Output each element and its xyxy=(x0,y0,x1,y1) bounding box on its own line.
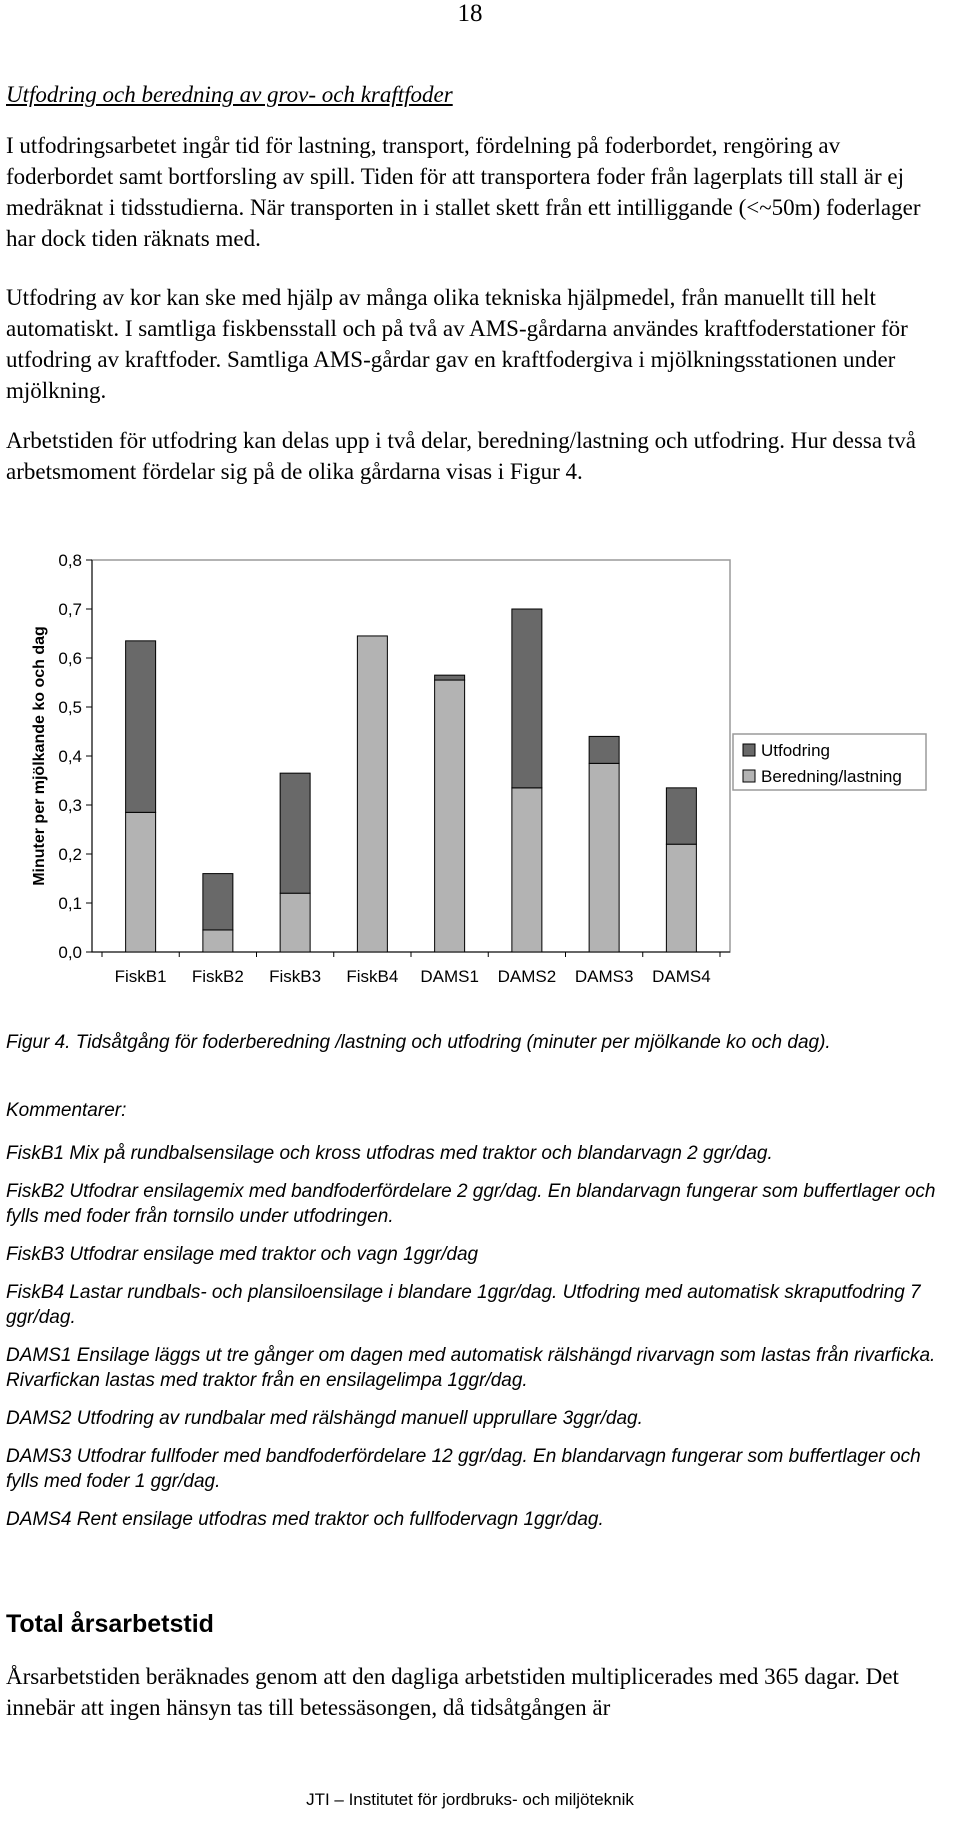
paragraph-feeding-tech: Utfodring av kor kan ske med hjälp av många olika tekniska hjälpmedel, från manuellt till helt automatiskt. I samtliga fiskbensstall och på två av AMS-gårdarna användes kraftfoderstationer för utfodring av kraftfoder. Samtliga AMS-gårdar gav en kraftfodergiva i mjölkningsstationen under mjölkning. xyxy=(6,285,908,403)
stacked-bar-chart xyxy=(0,540,960,1010)
paragraph-total: Årsarbetstiden beräknades genom att den dagliga arbetstiden multiplicerades med 365 dagar. Det innebär att ingen hänsyn tas till betessäsongen, då tidsåtgången är xyxy=(6,1664,899,1720)
comment-fiskb2: FiskB2 Utfodrar ensilagemix med bandfoderfördelare 2 ggr/dag. En blandarvagn fungerar som buffertlager och fylls med foder från tornsilo under utfodringen. xyxy=(6,1181,936,1227)
legend-label-utfodring: Utfodring xyxy=(761,741,830,760)
bar-beredning-fiskb1 xyxy=(126,812,156,952)
paragraph-work-split: Arbetstiden för utfodring kan delas upp i två delar, beredning/lastning och utfodring. Hur dessa två arbetsmoment fördelar sig på de olika gårdarna visas i Figur 4. xyxy=(6,428,916,484)
bar-utfodring-fiskb3 xyxy=(280,773,310,893)
x-tick-label: FiskB1 xyxy=(114,967,167,986)
bar-utfodring-dams1 xyxy=(435,675,465,680)
comment-dams1: DAMS1 Ensilage läggs ut tre gånger om dagen med automatisk rälshängd rivarvagn som lastas från rivarficka. Rivarfickan lastas med traktor från en ensilagelimpa 1ggr/dag. xyxy=(6,1345,936,1391)
bar-utfodring-dams4 xyxy=(666,788,696,844)
comments-section xyxy=(6,1098,946,1545)
x-tick-label: DAMS1 xyxy=(420,967,479,986)
paragraph-intro: I utfodringsarbetet ingår tid för lastning, transport, fördelning på foderbordet, rengöring av foderbordet samt bortforsling av spill. Tiden för att transportera foder från lagerplats till stall är ej medräknat i tidsstudierna. När transporten in i stallet skett från ett intilliggande (<~50m) foderlager har dock tiden räknats med. xyxy=(6,133,921,251)
bar-beredning-dams1 xyxy=(435,680,465,952)
bar-beredning-dams4 xyxy=(666,844,696,952)
bar-utfodring-dams3 xyxy=(589,736,619,763)
plot-area xyxy=(92,560,730,952)
bar-beredning-dams3 xyxy=(589,763,619,952)
x-tick-label: DAMS4 xyxy=(652,967,711,986)
comment-fiskb4: FiskB4 Lastar rundbals- och plansiloensilage i blandare 1ggr/dag. Utfodring med automatisk skraputfodring 7 ggr/dag. xyxy=(6,1282,921,1328)
y-axis-title: Minuter per mjölkande ko och dag xyxy=(31,626,48,886)
comment-fiskb3: FiskB3 Utfodrar ensilage med traktor och vagn 1ggr/dag xyxy=(6,1244,479,1265)
bar-utfodring-dams2 xyxy=(512,609,542,788)
page-number: 18 xyxy=(457,0,483,27)
y-tick-label: 0,0 xyxy=(58,943,82,962)
bar-beredning-dams2 xyxy=(512,788,542,952)
y-tick-label: 0,4 xyxy=(58,747,82,766)
bar-beredning-fiskb2 xyxy=(203,930,233,952)
y-tick-label: 0,7 xyxy=(58,600,82,619)
y-tick-label: 0,8 xyxy=(58,551,82,570)
x-tick-label: FiskB4 xyxy=(346,967,399,986)
comment-dams4: DAMS4 Rent ensilage utfodras med traktor och fullfodervagn 1ggr/dag. xyxy=(6,1509,604,1530)
x-tick-label: FiskB2 xyxy=(191,967,244,986)
bar-utfodring-fiskb2 xyxy=(203,874,233,930)
y-tick-label: 0,5 xyxy=(58,698,82,717)
comments-label: Kommentarer: xyxy=(6,1100,127,1121)
x-tick-label: FiskB3 xyxy=(269,967,322,986)
section-heading: Utfodring och beredning av grov- och kraftfoder xyxy=(6,82,453,107)
comment-dams3: DAMS3 Utfodrar fullfoder med bandfoderfördelare 12 ggr/dag. En blandarvagn fungerar som buffertlager och fylls med foder 1 ggr/dag. xyxy=(6,1446,921,1492)
y-tick-label: 0,2 xyxy=(58,845,82,864)
page-footer: JTI – Institutet för jordbruks- och miljöteknik xyxy=(306,1790,634,1809)
legend-swatch-utfodring xyxy=(743,744,755,756)
legend-label-beredning: Beredning/lastning xyxy=(761,767,902,786)
total-heading: Total årsarbetstid xyxy=(6,1610,214,1638)
y-tick-label: 0,6 xyxy=(58,649,82,668)
comment-dams2: DAMS2 Utfodring av rundbalar med rälshängd manuell upprullare 3ggr/dag. xyxy=(6,1408,643,1429)
legend-swatch-beredning xyxy=(743,770,755,782)
x-tick-label: DAMS3 xyxy=(574,967,634,986)
y-tick-label: 0,3 xyxy=(58,796,82,815)
y-tick-label: 0,1 xyxy=(58,894,82,913)
x-tick-label: DAMS2 xyxy=(497,967,557,986)
bar-beredning-fiskb4 xyxy=(357,636,387,952)
bar-beredning-fiskb3 xyxy=(280,893,310,952)
figure-caption: Figur 4. Tidsåtgång för foderberedning /lastning och utfodring (minuter per mjölkande ko och dag). xyxy=(6,1032,831,1053)
comment-fiskb1: FiskB1 Mix på rundbalsensilage och kross utfodras med traktor och blandarvagn 2 ggr/dag. xyxy=(6,1143,773,1164)
bar-utfodring-fiskb1 xyxy=(126,641,156,813)
